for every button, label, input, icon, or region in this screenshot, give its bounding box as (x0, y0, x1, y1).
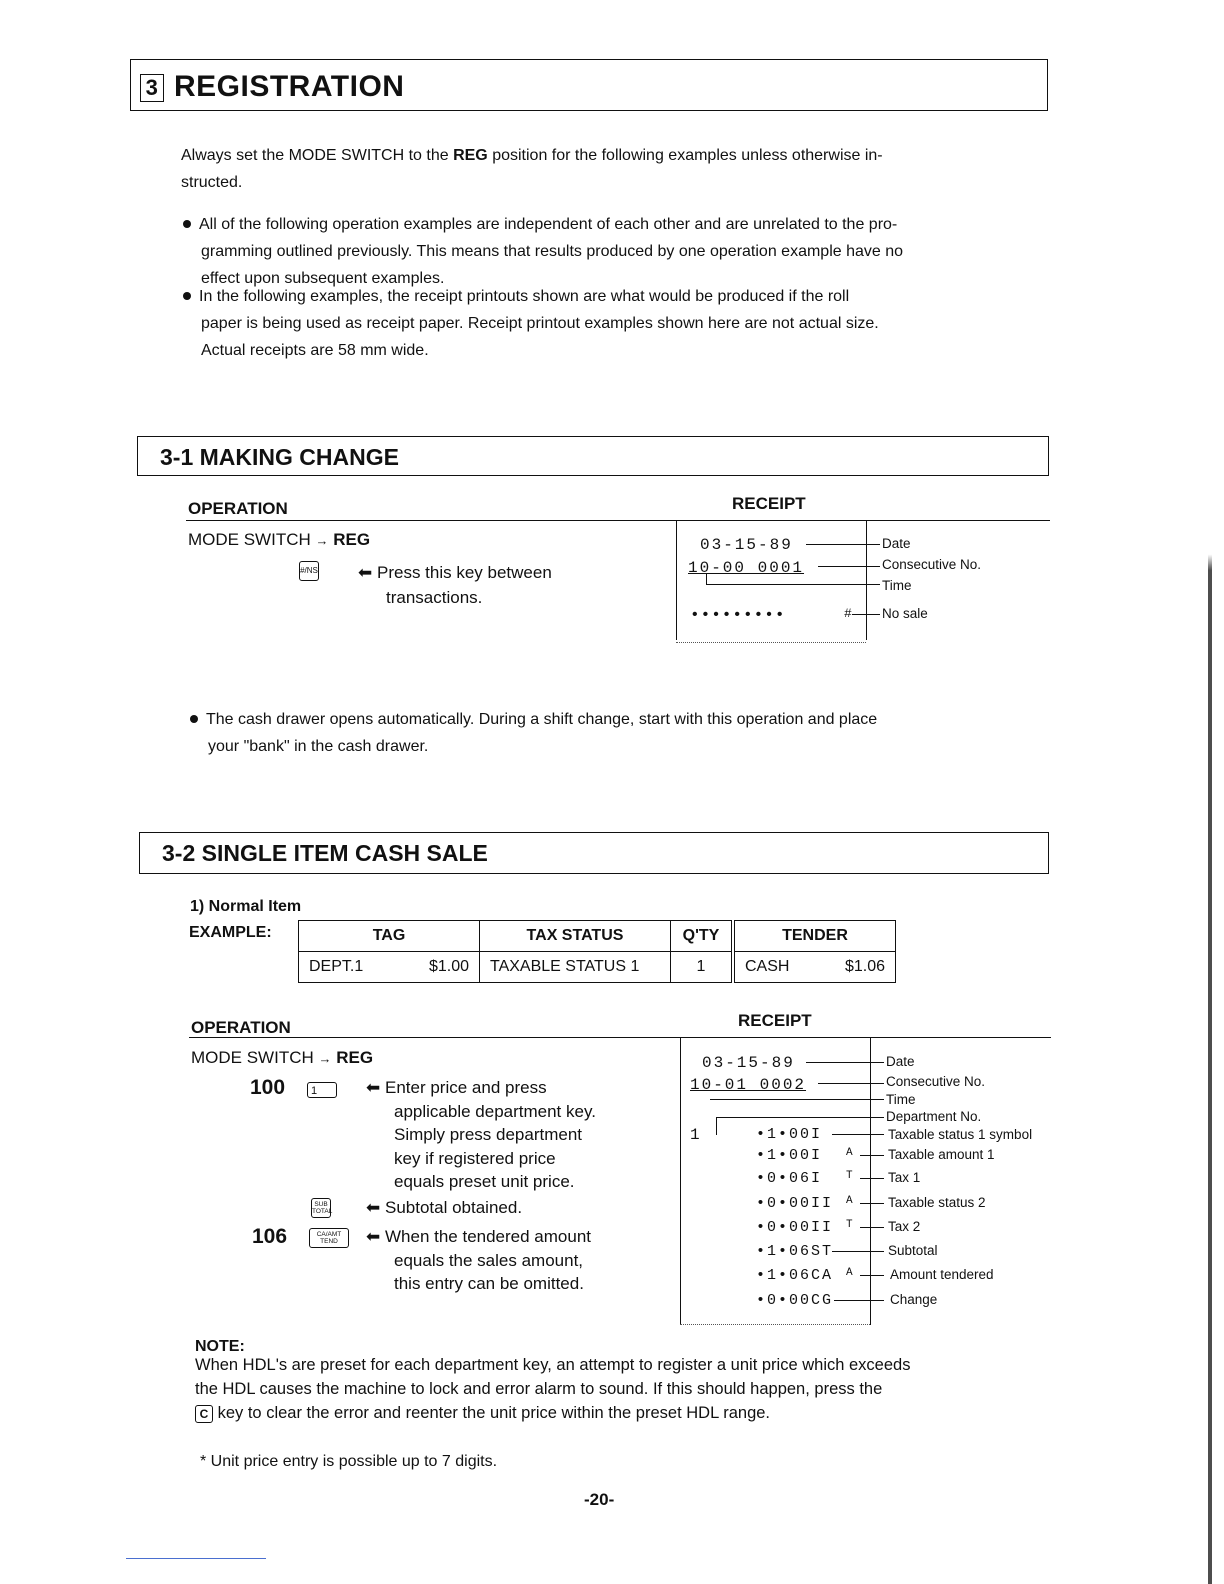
subheading-normal-item: 1) Normal Item (190, 898, 302, 915)
leader32-tax1 (860, 1178, 884, 1179)
anno32-dept: Department No. (886, 1109, 982, 1124)
intro-line2: structed. (181, 174, 243, 191)
section-3-title (140, 70, 404, 104)
note-line1: When HDL's are preset for each department key, an attempt to register a unit price which exceeds (195, 1356, 911, 1374)
clear-key-icon: C (195, 1405, 213, 1423)
receipt-32-consec: 10-01 0002 (690, 1076, 807, 1094)
leader32-date (806, 1062, 884, 1063)
bullet-2-line2: paper is being used as receipt paper. Receipt printout examples shown here are not actual size. (201, 315, 879, 332)
receipt-32-line-3: •0•06I (756, 1170, 823, 1187)
bullet-dot (183, 220, 191, 228)
bullet-2-line3: Actual receipts are 58 mm wide. (201, 342, 429, 359)
leader-consec (818, 566, 880, 567)
instruction-line1: Press this key between (376, 563, 552, 582)
leader-time (706, 584, 880, 585)
receipt-32-line-6: •1•06ST (756, 1243, 834, 1260)
step-2-text (366, 1198, 522, 1218)
header-tax-status: TAX STATUS (480, 921, 671, 952)
leader32-tax2 (860, 1227, 884, 1228)
intro-prefix: Always set the MODE SWITCH to the (181, 147, 454, 164)
anno32-tendered: Amount tendered (890, 1267, 994, 1282)
example-table (298, 920, 896, 983)
left-arrow-icon: ⬅ (366, 1078, 381, 1097)
receipt-32-sym-2: A (846, 1147, 855, 1159)
intro-paragraph (181, 142, 1061, 196)
anno32-tax1sym: Taxable status 1 symbol (888, 1127, 1033, 1142)
step2-line1: Subtotal obtained. (384, 1198, 523, 1217)
intro-suffix: position for the following examples unless otherwise in- (487, 147, 883, 164)
anno32-tax2: Tax 2 (888, 1219, 921, 1234)
receipt-31-consec: 10-00 0001 (688, 559, 805, 577)
receipt-32-right (870, 1037, 871, 1325)
receipt-32-line-7: •1•06CA (756, 1267, 834, 1284)
cell-tax: TAXABLE STATUS 1 (480, 952, 671, 983)
ca-amt-tend-key-icon (309, 1228, 349, 1248)
operation-label-31: OPERATION (188, 499, 288, 518)
receipt-31-date: 03-15-89 (700, 536, 793, 554)
step1-line1: Enter price and press (384, 1078, 547, 1097)
bottom-rule (126, 1558, 266, 1559)
leader32-subtotal (832, 1251, 884, 1252)
bullet-31 (188, 706, 1088, 760)
entry-106: 106 (252, 1225, 288, 1248)
step3-line2: equals the sales amount, (394, 1250, 584, 1270)
key-label: 1 (307, 1082, 337, 1098)
key-label: #/NS (299, 561, 319, 581)
note-line2: the HDL causes the machine to lock and error alarm to sound. If this should happen, press the (195, 1380, 883, 1398)
leader32-status2 (860, 1203, 884, 1204)
step3-line1: When the tendered amount (384, 1227, 592, 1246)
section-3-1-title: 3-1 MAKING CHANGE (160, 444, 399, 470)
leader-time-drop (706, 573, 707, 584)
bullet-2-line1: In the following examples, the receipt printouts shown are what would be produced if the roll (199, 288, 850, 305)
step-3-text (366, 1225, 591, 1296)
receipt-32-sym-7: A (846, 1267, 855, 1279)
instruction-line2: transactions. (386, 588, 483, 607)
key-label: SUB TOTAL (311, 1198, 331, 1218)
receipt-32-line-1: •1•00I (756, 1126, 823, 1143)
leader-nosale (852, 614, 880, 615)
note-text (195, 1353, 1075, 1425)
bullet-dot (190, 715, 198, 723)
bullet-1-line2: gramming outlined previously. This means that results produced by one operation example have no (201, 243, 904, 260)
cell-tender-type: CASH (745, 958, 790, 975)
leader32-dept (716, 1117, 884, 1118)
mode-switch-line-32 (191, 1048, 373, 1068)
leader32-dept-drop (716, 1117, 717, 1135)
bullet-2 (181, 283, 1091, 364)
receipt-32-line-2: •1•00I (756, 1147, 823, 1164)
dept-1-key-icon (307, 1081, 337, 1099)
cell-tender-amount: $1.06 (844, 958, 885, 975)
anno32-taxamt1: Taxable amount 1 (888, 1147, 995, 1162)
note-line3: key to clear the error and reenter the unit price within the preset HDL range. (213, 1404, 771, 1422)
leader32-change (834, 1300, 884, 1301)
section-number: 3 (140, 74, 164, 102)
receipt-31-tear (676, 636, 866, 643)
receipt-32-left (680, 1037, 681, 1325)
cell-price: $1.00 (428, 958, 469, 975)
mode-switch-text: MODE SWITCH (188, 530, 311, 549)
note-label: NOTE: (195, 1338, 245, 1355)
footnote: * Unit price entry is possible up to 7 digits. (200, 1453, 498, 1470)
receipt-31-right (866, 520, 867, 640)
step-1-text (366, 1076, 596, 1194)
header-tag: TAG (299, 921, 480, 952)
left-arrow-icon: ⬅ (358, 563, 373, 582)
anno-consec-31: Consecutive No. (882, 557, 982, 572)
subtotal-key-icon (311, 1198, 331, 1218)
header-qty: Q'TY (671, 921, 734, 952)
cell-qty: 1 (671, 952, 734, 983)
receipt-32-sym-3: T (846, 1170, 855, 1182)
no-sale-key-icon (299, 561, 319, 581)
anno-time-31: Time (882, 578, 912, 593)
intro-reg: REG (453, 147, 488, 164)
receipt-32-tear (680, 1318, 870, 1325)
step1-line2: applicable department key. (394, 1101, 596, 1121)
anno32-consec: Consecutive No. (886, 1074, 986, 1089)
leader32-tendered (860, 1275, 884, 1276)
step1-line3: Simply press department (394, 1125, 583, 1144)
anno32-change: Change (890, 1292, 938, 1307)
arrow-right-icon: → (318, 1051, 332, 1066)
anno32-tax1: Tax 1 (888, 1170, 921, 1185)
reg-text: REG (333, 530, 371, 549)
section-title-text: REGISTRATION (174, 70, 405, 103)
bullet-31-line2: your "bank" in the cash drawer. (208, 738, 429, 755)
operation-rule-31 (186, 520, 1050, 521)
receipt-32-sym-4: A (846, 1195, 855, 1207)
section-3-2-title: 3-2 SINGLE ITEM CASH SALE (162, 840, 488, 866)
receipt-32-sym-5: T (846, 1219, 855, 1231)
key-label: CA/AMT TEND (309, 1228, 349, 1248)
instruction-31 (358, 560, 552, 610)
anno-date-31: Date (882, 536, 911, 551)
step3-line3: this entry can be omitted. (394, 1274, 584, 1293)
receipt-31-nosale-dots: ••••••••• (690, 606, 786, 624)
left-arrow-icon: ⬅ (366, 1198, 381, 1217)
leader32-consec (818, 1083, 884, 1084)
operation-rule-32 (189, 1037, 1051, 1038)
receipt-32-line-5: •0•00II (756, 1219, 834, 1236)
receipt-label-31: RECEIPT (732, 494, 806, 513)
leader32-tax1sym (832, 1134, 884, 1135)
leader-date (806, 544, 880, 545)
bullet-1-line1: All of the following operation examples are independent of each other and are unrelated to the pro- (199, 216, 898, 233)
receipt-32-line-8: •0•00CG (756, 1292, 834, 1309)
receipt-31-nosale-symbol: # (844, 606, 854, 621)
step1-line5: equals preset unit price. (394, 1172, 575, 1191)
anno32-status2: Taxable status 2 (888, 1195, 986, 1210)
leader32-taxamt1 (860, 1155, 884, 1156)
bullet-31-line1: The cash drawer opens automatically. During a shift change, start with this operation and place (206, 711, 878, 728)
anno-nosale-31: No sale (882, 606, 928, 621)
header-tender: TENDER (733, 921, 896, 952)
example-label: EXAMPLE: (189, 924, 272, 941)
operation-label-32: OPERATION (191, 1018, 291, 1037)
anno32-time: Time (886, 1092, 916, 1107)
left-arrow-icon: ⬅ (366, 1227, 381, 1246)
page-edge-mark (1208, 0, 1212, 1584)
anno32-subtotal: Subtotal (888, 1243, 938, 1258)
bullet-dot (183, 292, 191, 300)
mode-switch-text: MODE SWITCH (191, 1048, 314, 1067)
receipt-32-date: 03-15-89 (702, 1054, 795, 1072)
bullet-1-line3: effect upon subsequent examples. (201, 270, 445, 287)
leader32-time (710, 1099, 884, 1100)
cell-tag (299, 952, 480, 983)
arrow-right-icon: → (315, 533, 329, 548)
mode-switch-line-31 (188, 530, 370, 550)
receipt-32-dept-no: 1 (690, 1126, 702, 1144)
receipt-31-left (676, 520, 677, 640)
bullet-1 (181, 211, 1091, 292)
receipt-32-line-4: •0•00II (756, 1195, 834, 1212)
cell-tender (733, 952, 896, 983)
entry-100: 100 (250, 1076, 286, 1099)
page-number: -20- (584, 1490, 615, 1509)
reg-text: REG (336, 1048, 374, 1067)
cell-dept: DEPT.1 (309, 958, 364, 975)
anno32-date: Date (886, 1054, 915, 1069)
receipt-label-32: RECEIPT (738, 1011, 812, 1030)
step1-line4: key if registered price (394, 1148, 556, 1168)
